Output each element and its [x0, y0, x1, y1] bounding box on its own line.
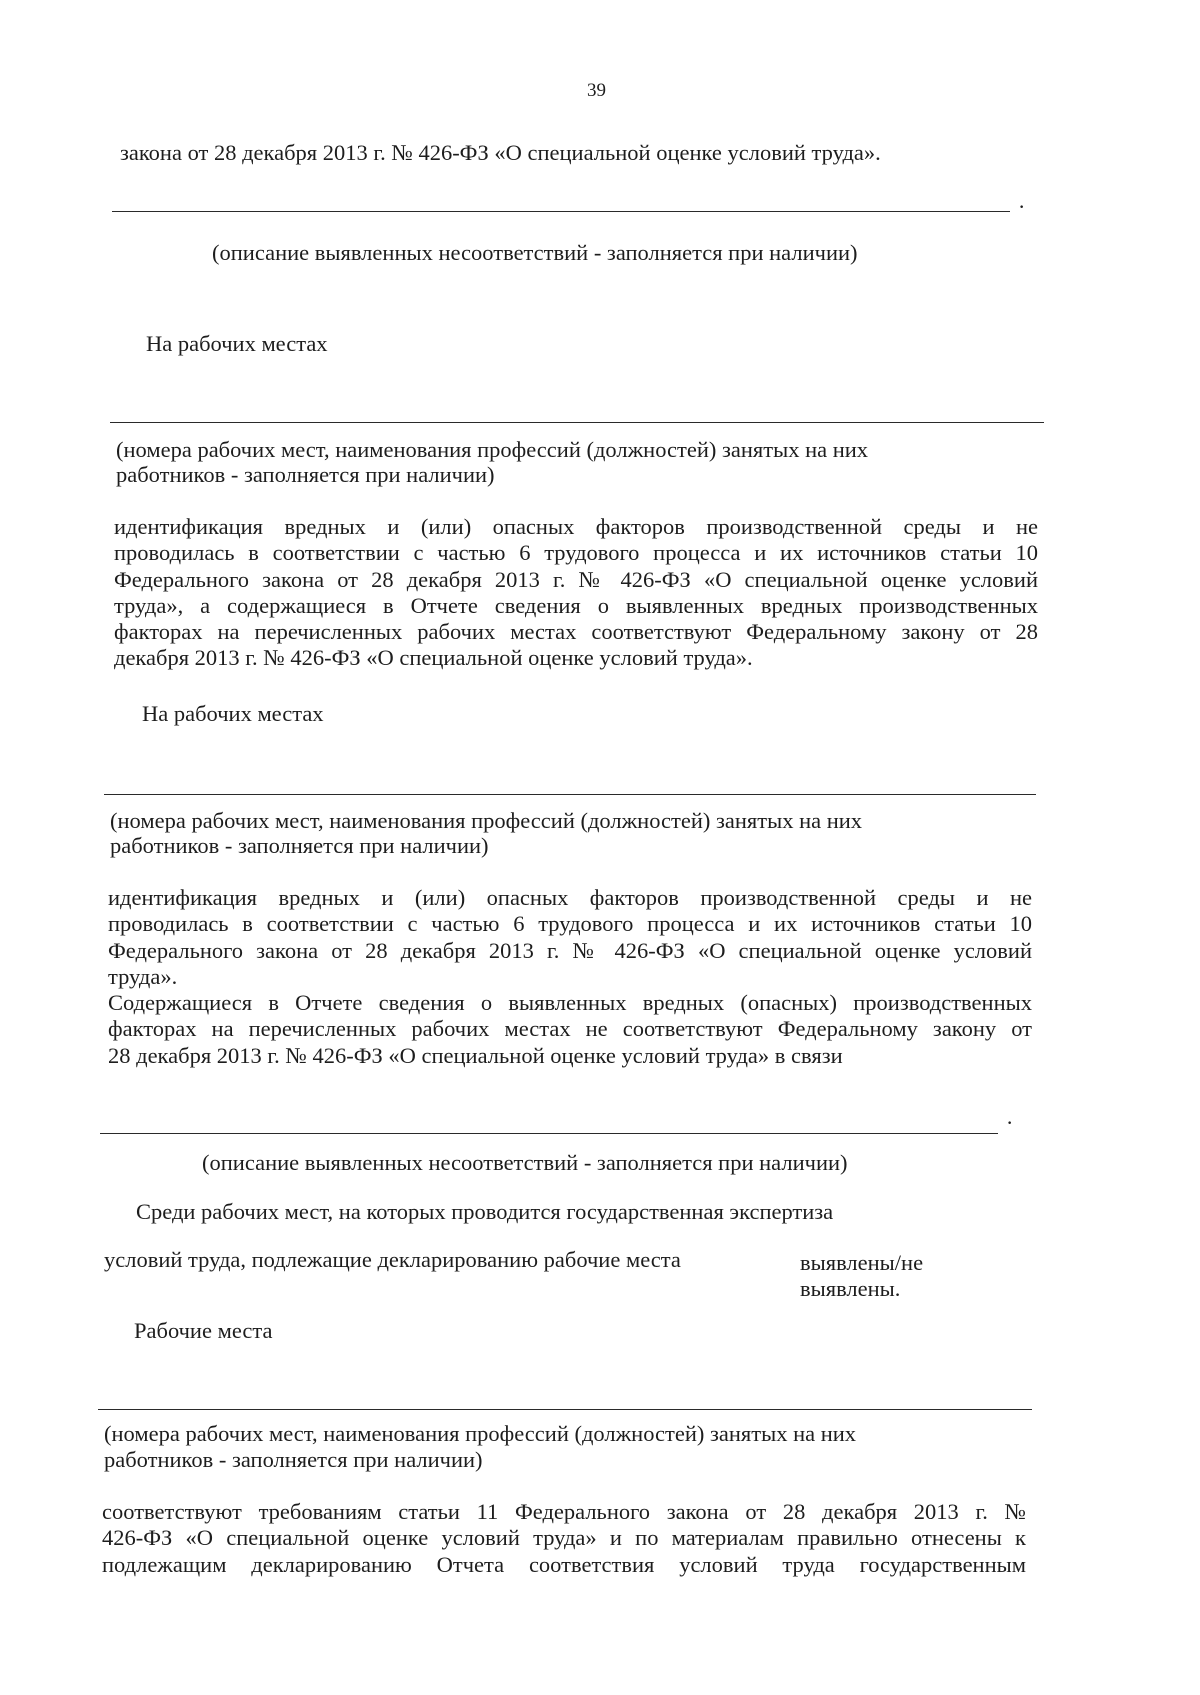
label-workplaces-3: Рабочие места [134, 1318, 273, 1343]
paragraph-2-line7: 28 декабря 2013 г. № 426-ФЗ «О специальной оценке условий труда» в связи [108, 1042, 843, 1068]
fill-line-workplaces-3 [98, 1409, 1032, 1410]
line-end-dot: · [1006, 1110, 1014, 1135]
paragraph-1-line2: проводилась в соответствии с частью 6 трудового процесса и их источников статьи 10 [114, 540, 1038, 566]
paragraph-1-line1: идентификация вредных и (или) опасных факторов производственной среды и не [114, 514, 1038, 539]
caption-numbers-2-line2: работников - заполняется при наличии) [110, 833, 489, 858]
declaration-line: условий труда, подлежащие декларированию рабочие места [104, 1247, 681, 1272]
paragraph-3-line2: 426-ФЗ «О специальной оценке условий труда» и по материалам правильно отнесены к [102, 1525, 1026, 1551]
caption-numbers-3-line2: работников - заполняется при наличии) [104, 1447, 483, 1472]
paragraph-2-line5: Содержащиеся в Отчете сведения о выявленных вредных (опасных) производственных [108, 990, 1032, 1016]
label-workplaces-1: На рабочих местах [146, 331, 328, 356]
expertise-line: Среди рабочих мест, на которых проводится государственная экспертиза [136, 1199, 834, 1224]
fill-line-workplaces-2 [104, 794, 1036, 795]
top-line: закона от 28 декабря 2013 г. № 426-ФЗ «О специальной оценке условий труда». [120, 140, 881, 165]
paragraph-3-line1: соответствуют требованиям статьи 11 Федерального закона от 28 декабря 2013 г. № [102, 1499, 1026, 1524]
paragraph-2-line3: Федерального закона от 28 декабря 2013 г. № 426-ФЗ «О специальной оценке условий [108, 937, 1032, 963]
paragraph-3 [102, 1499, 1026, 1578]
caption-numbers-3-line1: (номера рабочих мест, наименования профессий (должностей) занятых на них [104, 1421, 857, 1446]
caption-descr-2: (описание выявленных несоответствий - заполняется при наличии) [202, 1150, 848, 1175]
fill-line-descr-2 [100, 1133, 998, 1134]
fill-line-descr-1 [112, 211, 1010, 212]
paragraph-1-line6: декабря 2013 г. № 426-ФЗ «О специальной оценке условий труда». [114, 645, 753, 671]
paragraph-2-line1: идентификация вредных и (или) опасных факторов производственной среды и не [108, 885, 1032, 910]
detected-status-line2: выявлены. [800, 1276, 901, 1301]
paragraph-1-line5: факторах на перечисленных рабочих местах соответствуют Федеральному закону от 28 [114, 619, 1038, 645]
fill-line-workplaces-1 [110, 422, 1044, 423]
paragraph-2-line2: проводилась в соответствии с частью 6 трудового процесса и их источников статьи 10 [108, 911, 1032, 937]
paragraph-2-line6: факторах на перечисленных рабочих местах не соответствуют Федеральному закону от [108, 1016, 1032, 1042]
detected-status-line1: выявлены/не [800, 1250, 924, 1275]
caption-numbers-2-line1: (номера рабочих мест, наименования профессий (должностей) занятых на них [110, 808, 863, 833]
caption-descr-1: (описание выявленных несоответствий - заполняется при наличии) [212, 240, 858, 265]
paragraph-1 [114, 514, 1038, 672]
label-workplaces-2: На рабочих местах [142, 701, 324, 726]
paragraph-2 [108, 885, 1032, 1069]
caption-numbers-1-line2: работников - заполняется при наличии) [116, 462, 495, 487]
paragraph-2-line4: труда». [108, 963, 178, 989]
paragraph-1-line3: Федерального закона от 28 декабря 2013 г. № 426-ФЗ «О специальной оценке условий [114, 566, 1038, 592]
paragraph-3-line3: подлежащим декларированию Отчета соответствия условий труда государственным [102, 1551, 1026, 1577]
caption-numbers-1-line1: (номера рабочих мест, наименования профессий (должностей) занятых на них [116, 437, 869, 462]
paragraph-1-line4: труда», а содержащиеся в Отчете сведения о выявленных вредных производственных [114, 592, 1038, 618]
line-end-dot: · [1018, 194, 1026, 219]
page-number: 39 [587, 80, 606, 101]
